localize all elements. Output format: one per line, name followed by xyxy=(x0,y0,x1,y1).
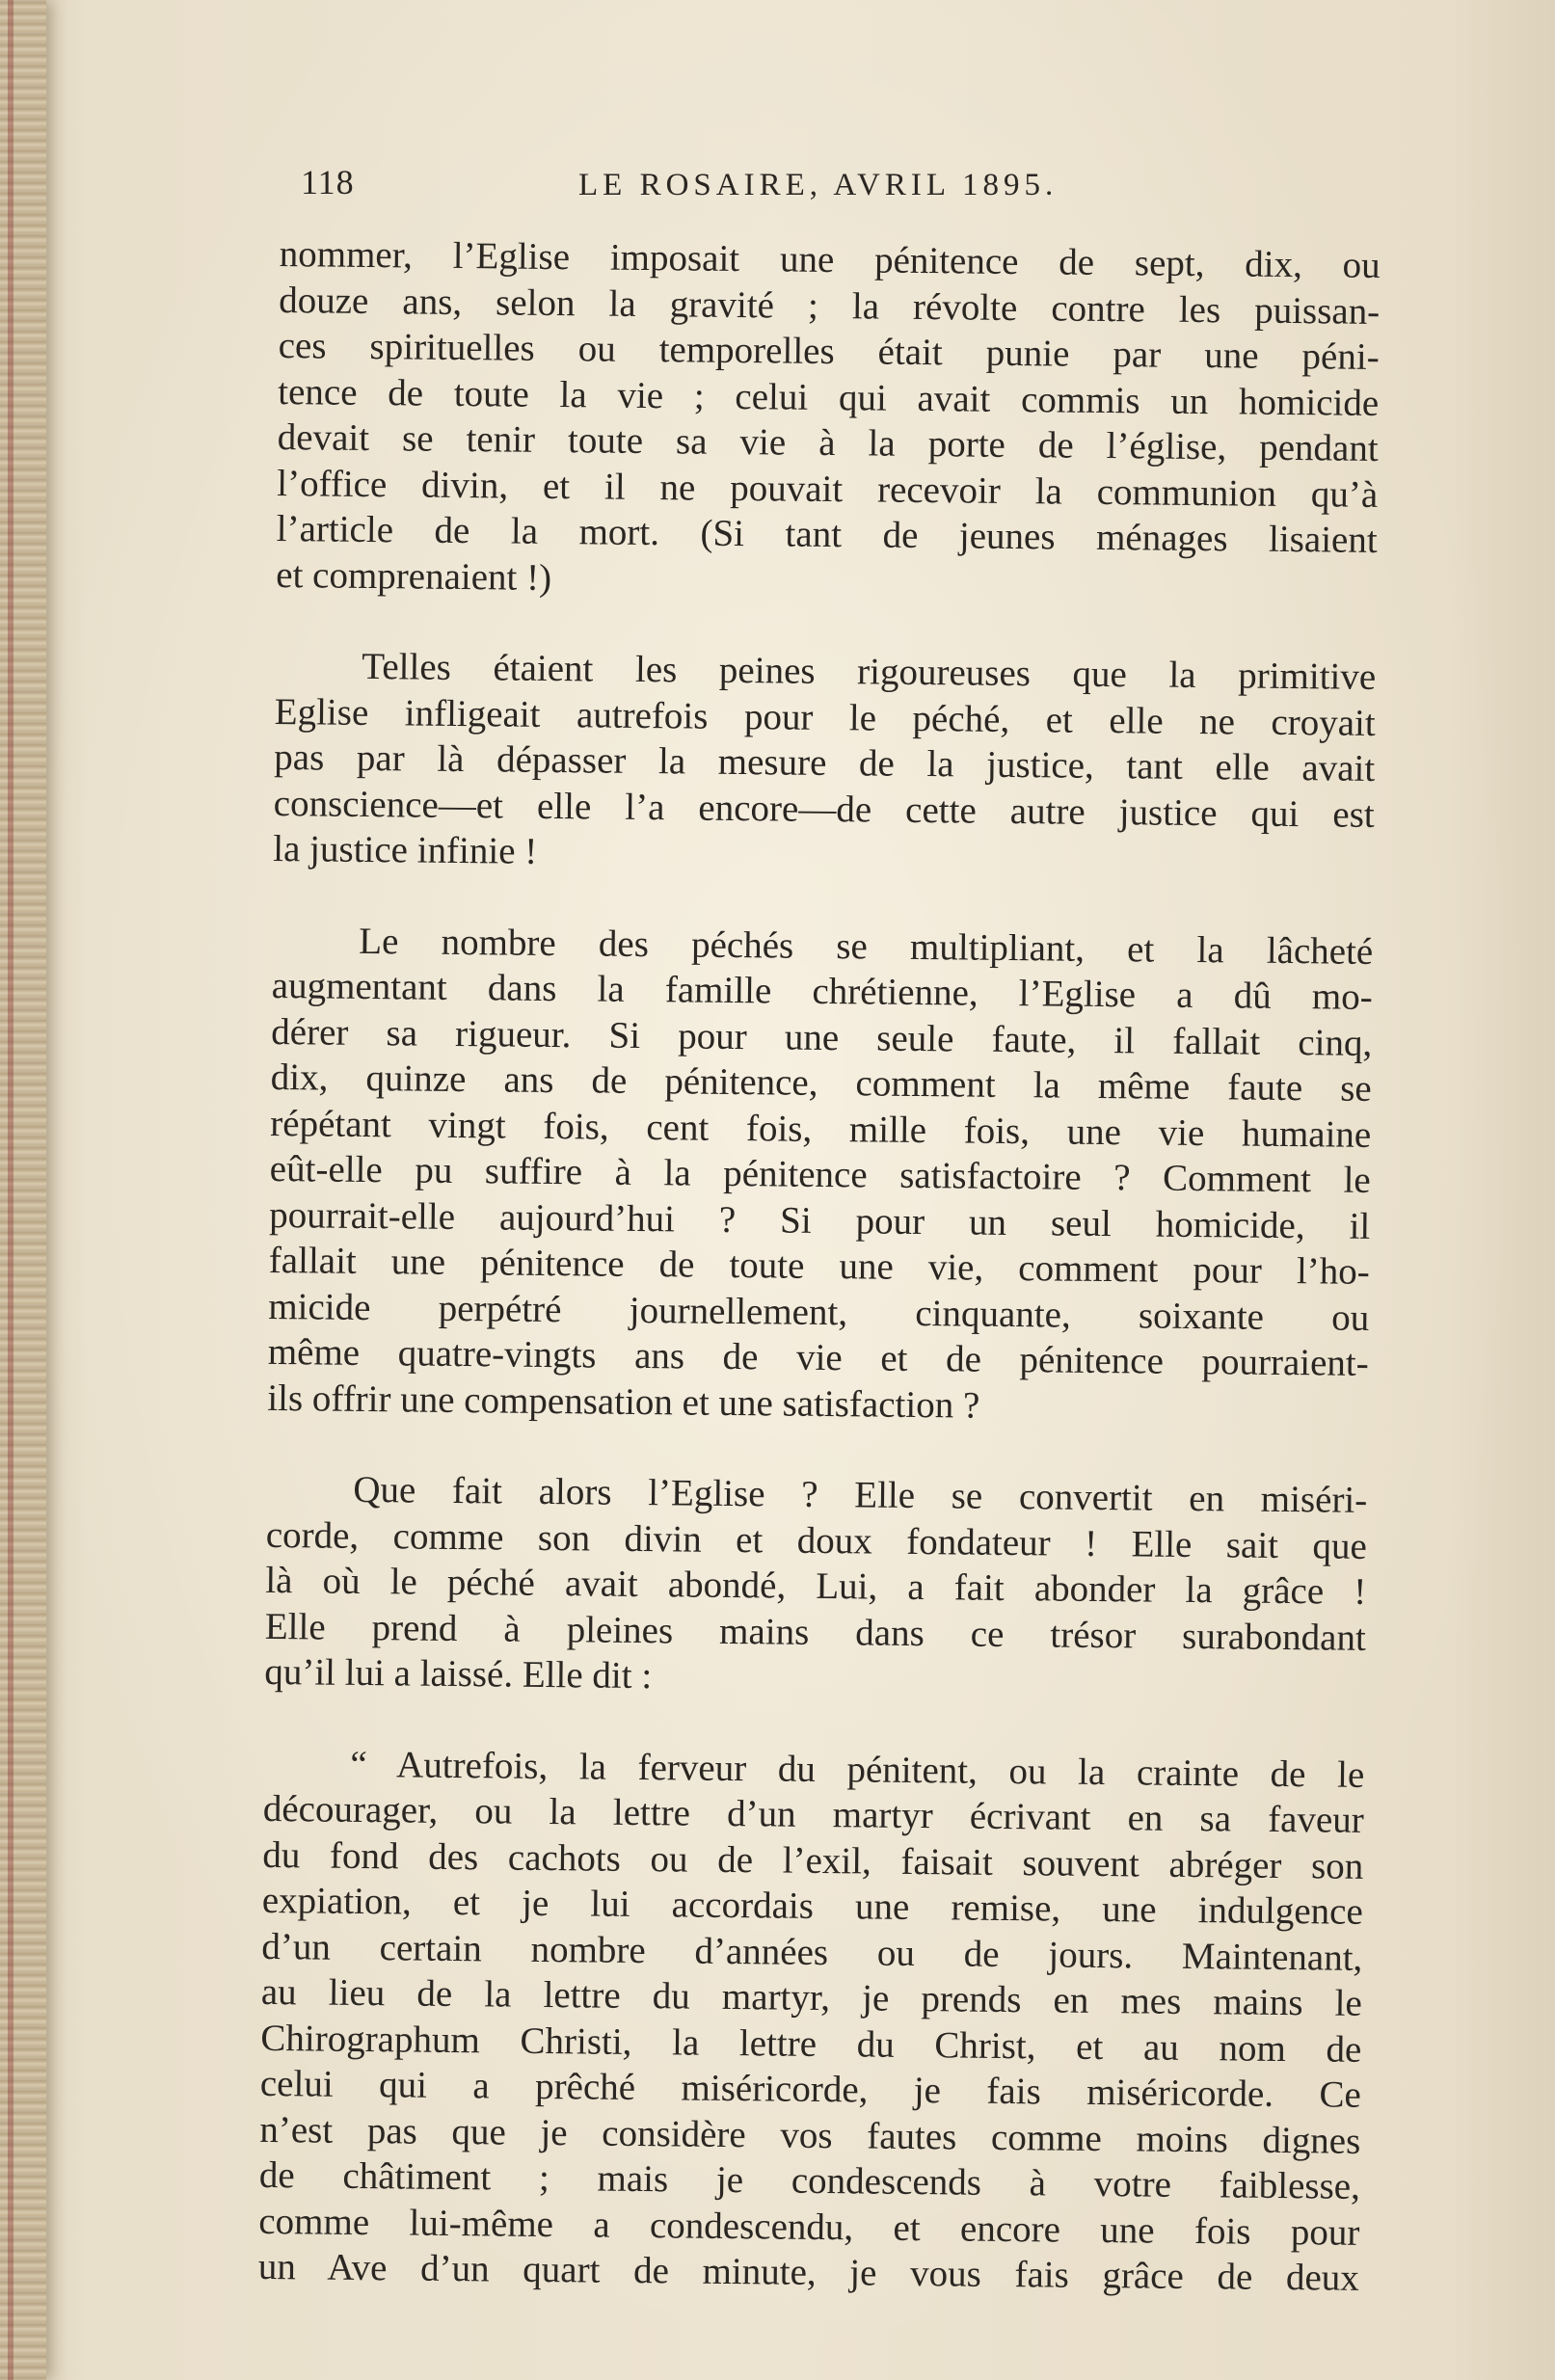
text-line: ces spirituelles ou temporelles était punie par une péni- xyxy=(278,324,1380,378)
text-line: micide perpétré journellement, cinquante, soixante ou xyxy=(268,1285,1370,1339)
text-line: et comprenaient !) xyxy=(276,553,552,599)
text-line: décourager, ou la lettre d’un martyr écrivant en sa faveur xyxy=(262,1787,1365,1841)
text-line: la justice infinie ! xyxy=(273,827,538,872)
text-line: qu’il lui a laissé. Elle dit : xyxy=(264,1650,653,1698)
text-line: tence de toute la vie ; celui qui avait commis un homicide xyxy=(278,370,1380,424)
text-line: augmentant dans la famille chrétienne, l’Eglise a dû mo- xyxy=(271,964,1373,1018)
body-text xyxy=(258,231,1381,2301)
text-line: pourrait-elle aujourd’hui ? Si pour un seul homicide, il xyxy=(269,1193,1371,1247)
text-line: ils offrir une compensation et une satisfaction ? xyxy=(267,1377,980,1427)
text-line: Elle prend à pleines mains dans ce trésor surabondant xyxy=(264,1605,1367,1659)
text-line: Chirographum Christi, la lettre du Christ, et au nom de xyxy=(260,2017,1362,2071)
text-line: fallait une pénitence de toute une vie, comment pour l’ho- xyxy=(268,1239,1370,1293)
paragraph-1 xyxy=(276,231,1381,609)
text-line: d’un certain nombre d’années ou de jours. Maintenant, xyxy=(261,1925,1363,1979)
text-line: douze ans, selon la gravité ; la révolte contre les puissan- xyxy=(279,279,1381,333)
text-line: devait se tenir toute sa vie à la porte de l’église, pendant xyxy=(277,415,1379,469)
text-line: dérer sa rigueur. Si pour une seule faute, il fallait cinq, xyxy=(271,1010,1373,1064)
paragraph-3 xyxy=(267,917,1373,1431)
text-line: celui qui a prêché miséricorde, je fais miséricorde. Ce xyxy=(259,2062,1362,2116)
text-line: du fond des cachots ou de l’exil, faisait souvent abréger son xyxy=(262,1833,1364,1887)
text-line: un Ave d’un quart de minute, je vous fais grâce de deux xyxy=(257,2245,1360,2299)
text-line: Que fait alors l’Eglise ? Elle se convertit en miséri- xyxy=(353,1468,1368,1521)
text-line: pas par là dépasser la mesure de la justice, tant elle avait xyxy=(274,735,1376,789)
text-line: au lieu de la lettre du martyr, je prends en mes mains le xyxy=(260,1970,1363,2024)
text-line: nommer, l’Eglise imposait une pénitence de sept, dix, ou xyxy=(279,232,1381,286)
text-line: expiation, et je lui accordais une remise, une indulgence xyxy=(261,1879,1364,1933)
paragraph-4 xyxy=(264,1466,1367,1706)
text-line: répétant vingt fois, cent fois, mille fois, une vie humaine xyxy=(270,1102,1372,1156)
text-line: l’office divin, et il ne pouvait recevoir la communion qu’à xyxy=(277,462,1379,516)
text-line: conscience—et elle l’a encore—de cette autre justice qui est xyxy=(273,782,1375,836)
paragraph-5 xyxy=(258,1740,1365,2301)
text-line: l’article de la mort. (Si tant de jeunes ménages lisaient xyxy=(276,507,1378,561)
text-line: là où le péché avait abondé, Lui, a fait abonder la grâce ! xyxy=(265,1559,1367,1613)
text-line: même quatre-vingts ans de vie et de pénitence pourraient- xyxy=(267,1330,1369,1384)
text-line: Le nombre des péchés se multipliant, et la lâcheté xyxy=(359,920,1374,973)
text-line: “ Autrefois, la ferveur du pénitent, ou la crainte de le xyxy=(350,1743,1365,1796)
page-header xyxy=(0,162,1555,220)
page-number: 118 xyxy=(301,163,355,201)
paragraph-2 xyxy=(273,643,1376,883)
text-line: eût-elle pu suffire à la pénitence satisfactoire ? Comment le xyxy=(269,1147,1371,1201)
text-line: de châtiment ; mais je condescends à votre faiblesse, xyxy=(258,2153,1361,2207)
text-line: Telles étaient les peines rigoureuses que la primitive xyxy=(362,645,1377,698)
text-line: n’est pas que je considère vos fautes comme moins dignes xyxy=(259,2108,1361,2162)
text-line: corde, comme son divin et doux fondateur ! Elle sait que xyxy=(265,1513,1368,1567)
text-line: comme lui-même a condescendu, et encore une fois pour xyxy=(258,2200,1360,2254)
text-line: dix, quinze ans de pénitence, comment la même faute se xyxy=(270,1056,1372,1110)
text-line: Eglise infligeait autrefois pour le péché, et elle ne croyait xyxy=(274,690,1376,744)
book-binding-edge xyxy=(0,0,46,2380)
running-title: LE ROSAIRE, AVRIL 1895. xyxy=(578,168,1059,202)
